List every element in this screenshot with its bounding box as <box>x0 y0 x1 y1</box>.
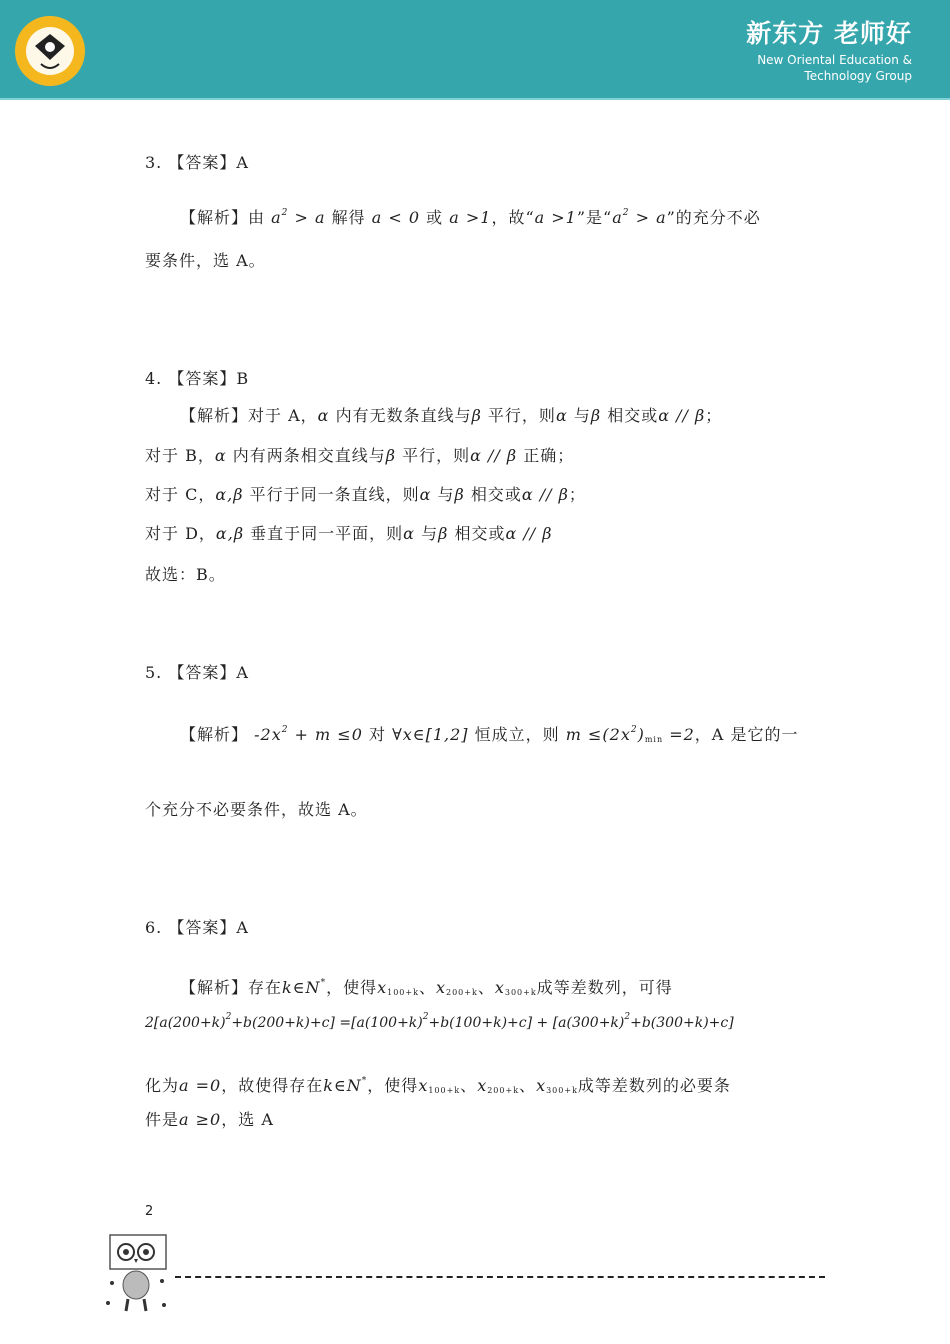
math: $x_{300+k}$ <box>494 978 537 997</box>
text: 解得 <box>331 208 366 227</box>
text: 正确； <box>523 446 575 465</box>
q3-analysis-line-2: 要条件，选 A。 <box>145 251 266 270</box>
text: 或 <box>426 208 444 227</box>
text: 平行于同一条直线，则 <box>249 485 420 504</box>
text: 对于 D， <box>145 524 216 543</box>
brand-en-line-1: New Oriental Education & <box>757 53 912 67</box>
text: ，故“ <box>491 208 535 227</box>
text: 与 <box>437 485 455 504</box>
q3-analysis-line-1 <box>180 205 761 228</box>
q6-line-1: 【解析】存在k∈N*，使得$x_{100+k}$、$x_{200+k}$、$x_{300+k}$成等差数列，可得 <box>180 978 673 997</box>
text: 相交或 <box>454 524 506 543</box>
text: 恒成立，则 <box>474 725 560 744</box>
q5-line-2: 个充分不必要条件，故选 A。 <box>145 800 368 819</box>
header-banner <box>0 0 950 100</box>
footer-dashed-divider <box>175 1276 825 1278</box>
math: β <box>385 446 397 465</box>
text: 对于 B， <box>145 446 215 465</box>
text: 成等差数列的必要条 <box>577 1076 731 1095</box>
math: a >1 <box>534 208 577 227</box>
q4-line-2 <box>145 443 574 466</box>
math: α // β <box>521 485 569 504</box>
math: α,β <box>215 524 245 543</box>
new-oriental-logo-icon <box>15 16 85 86</box>
math: k∈N* <box>323 1076 368 1095</box>
text: ，A 是它的一 <box>694 725 799 744</box>
text: 内有无数条直线与 <box>335 406 472 425</box>
brand-en-line-2: Technology Group <box>804 69 912 83</box>
text: ，使得 <box>326 978 378 997</box>
math: a =0 <box>179 1076 222 1095</box>
text: 对于 C， <box>145 485 216 504</box>
text: ，选 A <box>221 1110 274 1129</box>
text: 相交或 <box>470 485 522 504</box>
text: 平行，则 <box>402 446 471 465</box>
q4-line-1: 【解析】对于 A，α 内有无数条直线与β 平行，则α 与β 相交或α // β； <box>180 406 723 425</box>
math: $m \le(2x^2)_{min} =2$ <box>565 725 695 744</box>
math: α,β <box>215 485 244 504</box>
brand-name-cn: 新东方 老师好 <box>746 19 912 48</box>
text: 【解析】由 <box>180 208 266 227</box>
text: 【解析】存在 <box>180 978 283 997</box>
text: 与 <box>573 406 591 425</box>
math: $x_{300+k}$ <box>536 1076 578 1095</box>
text: ，故使得存在 <box>221 1076 324 1095</box>
text: ”的充分不必 <box>666 208 761 227</box>
q4-answer: 4. 【答案】B <box>145 369 250 388</box>
text: ，使得 <box>367 1076 419 1095</box>
text: 【解析】 <box>180 725 249 744</box>
text: 件是 <box>145 1110 180 1129</box>
math: k∈N* <box>282 978 327 997</box>
math: α <box>317 406 330 425</box>
text: 相交或 <box>607 406 659 425</box>
math: $a^2 > a$ <box>612 208 667 227</box>
math: α // β <box>505 524 553 543</box>
math: α <box>403 524 415 543</box>
brand-name-en <box>712 52 912 84</box>
text: 内有两条相交直线与 <box>232 446 386 465</box>
text: 成等差数列，可得 <box>536 978 673 997</box>
q6-line-4 <box>145 1107 274 1130</box>
math: β <box>471 406 482 425</box>
math: β <box>590 406 602 425</box>
q6-equation: $2[a(200+k)^2+b(200+k)+c] =[a(100+k)^2+b(100+k)+c] + [a(300+k)^2+b(300+k)+c]$ <box>145 1012 734 1031</box>
math: $x_{200+k}$ <box>435 978 478 997</box>
q5-answer: 5. 【答案】A <box>145 663 249 682</box>
owl-mascot-icon <box>104 1233 172 1315</box>
q6-line-3: 化为a =0，故使得存在k∈N*，使得$x_{100+k}$、$x_{200+k}$、$x_{300+k}$成等差数列的必要条 <box>145 1076 731 1095</box>
text: 平行，则 <box>487 406 556 425</box>
q4-line-5: 故选：B。 <box>145 565 226 584</box>
q4-line-3: 对于 C，α,β 平行于同一条直线，则α 与β 相交或α // β； <box>145 485 586 504</box>
math: α <box>555 406 568 425</box>
q4-line-4 <box>145 521 552 544</box>
text: 化为 <box>145 1076 180 1095</box>
math: α <box>214 446 227 465</box>
math: $x_{100+k}$ <box>377 978 419 997</box>
math: a ≥0 <box>179 1110 222 1129</box>
text: 对 <box>368 725 386 744</box>
math: $-2x^2 + m \le 0$ <box>254 725 363 744</box>
q5-line-1 <box>180 722 798 745</box>
math: α <box>419 485 432 504</box>
q3-answer: 3. 【答案】A <box>145 153 249 172</box>
math: ∀x∈[1,2] <box>392 725 469 744</box>
math: a >1 <box>449 208 492 227</box>
text: 垂直于同一平面，则 <box>250 524 404 543</box>
q6-answer: 6. 【答案】A <box>145 918 249 937</box>
math: α // β <box>658 406 706 425</box>
math: $a^2 > a$ <box>271 208 326 227</box>
text: 与 <box>421 524 439 543</box>
math: $x_{200+k}$ <box>477 1076 520 1095</box>
math: $x_{100+k}$ <box>418 1076 461 1095</box>
math: α // β <box>470 446 518 465</box>
text: ”是“ <box>576 208 613 227</box>
math: β <box>454 485 465 504</box>
text: 【解析】对于 A， <box>180 406 318 425</box>
math: β <box>438 524 449 543</box>
page-number: 2 <box>145 1204 154 1219</box>
math: a < 0 <box>371 208 421 227</box>
